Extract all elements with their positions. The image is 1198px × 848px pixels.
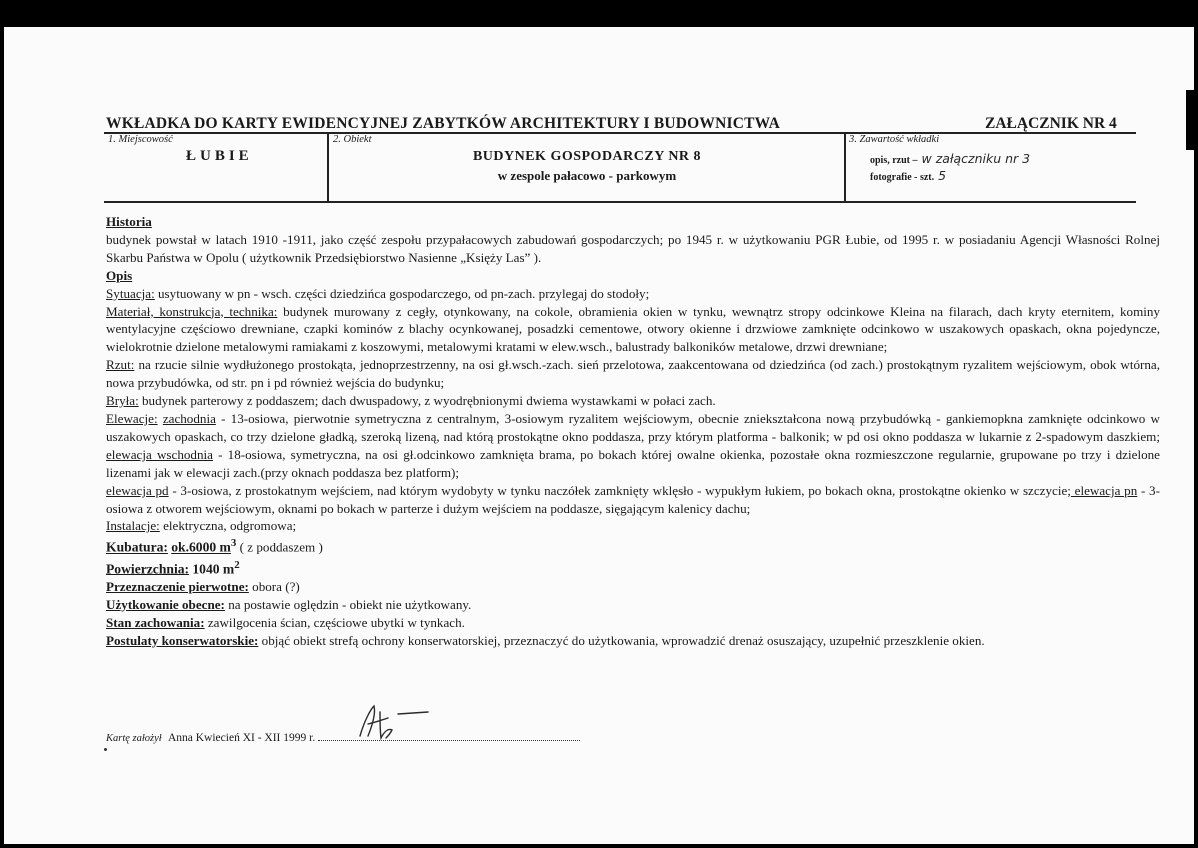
przeznaczenie-text: obora (?) [248,578,300,594]
instalacje-paragraph [106,517,1160,535]
uzytkowanie-paragraph [106,596,1160,614]
elewacja-north-label: elewacja pn [1070,482,1138,498]
object-subtitle: w zespole pałacowo - parkowym [497,168,677,183]
postulaty-label: Postulaty konserwatorskie: [106,632,259,648]
place-label: 1. Miejscowość [108,134,173,145]
elewacje-east-label: elewacja wschodnia [106,446,213,462]
stan-paragraph [106,614,1160,632]
place-value: ŁUBIE [186,148,253,164]
contents-plans [870,151,1030,166]
uzytkowanie-label: Użytkowanie obecne: [106,596,225,612]
powierzchnia-superscript: 2 [234,558,240,571]
elewacje-paragraph [106,410,1160,482]
elewacje-west-label: zachodnia [162,410,216,426]
rzut-label: Rzut: [106,357,135,373]
bryla-paragraph [106,392,1160,410]
kubatura-value: ok.6000 m [171,539,231,555]
bryla-label: Bryła: [106,393,139,409]
stan-text: zawilgocenia ścian, częściowe ubytki w tynkach. [204,614,465,630]
elewacja-south-north-paragraph [106,482,1160,518]
postulaty-paragraph [106,632,1160,650]
cell-divider-2 [844,132,846,202]
description-body [106,213,1160,649]
kubatura-superscript: 3 [230,537,237,550]
header-rule-top [104,132,1136,134]
header-rule-bottom [104,201,1136,203]
footer-author-text: Anna Kwiecień XI - XII 1999 r. [167,732,316,744]
przeznaczenie-label: Przeznaczenie pierwotne: [106,578,249,594]
powierzchnia-value: 1040 m [192,560,235,576]
stan-label: Stan zachowania: [106,614,205,630]
signature-line [318,731,580,741]
instalacje-label: Instalacje: [106,518,160,534]
cell-divider-1 [327,132,329,202]
przeznaczenie-paragraph [106,578,1160,596]
material-paragraph [106,303,1160,357]
rzut-paragraph [106,356,1160,392]
rzut-text: na rzucie silnie wydłużonego prostokąta, jednoprzestrzenny, na osi gł.wsch.-zach. sień przelotowa, zaakcentowana od dziedzińca (od zach.) prostokątnym ryzalitem wejściowym, obok wtórna, nowa przybudówka, od str. pn i pd również wejścia do budynku; [106,357,1160,391]
contents-plans-label: opis, rzut – [870,155,918,166]
margin-dot [104,748,107,751]
contents-photos-label: fotografie - szt. [870,172,935,183]
bryla-text: budynek parterowy z poddaszem; dach dwuspadowy, z wyodrębnionymi dwiema wystawkami w połaci zach. [138,393,716,409]
kubatura-label: Kubatura: [106,539,168,555]
footer-label: Kartę założył [106,733,162,744]
uzytkowanie-text: na postawie oględzin - obiekt nie użytkowany. [224,596,472,612]
elewacje-east-text: - 18-osiowa, symetryczna, na osi gł.odcinkowo zamknięta brama, po bokach której owalne okienka, pozostałe okna rozmieszczone regularnie, grupowane po trzy i dzielone lizenami jak w elewacji zach.(przy oknach poddasza bez platform); [106,446,1160,480]
contents-photos [870,168,946,183]
elewacja-south-label: elewacja pd [106,482,169,498]
object-label: 2. Obiekt [333,134,372,145]
opis-heading: Opis [106,267,133,283]
elewacje-label: Elewacje: [106,410,158,426]
scan-edge [1186,90,1198,150]
kubatura-note: ( z poddaszem ) [239,539,323,555]
contents-photos-handwritten: 5 [938,168,947,183]
object-name: BUDYNEK GOSPODARCZY NR 8 [472,149,702,164]
elewacja-north-text: - 3-osiowa z otworem wejściowym, oknami po bokach w parterze i dużym wejściem na poddasze, sięgającym kalenicy dachu; [106,482,1160,516]
contents-label: 3. Zawartość wkładki [849,134,940,145]
elewacje-west-text: - 13-osiowa, pierwotnie symetryczna z centralnym, 3-osiowym ryzalitem wejściowym, obecnie zniekształcona nową przybudówką - gankiemopkna zamknięte odcinkowo w uszakowych opaskach, co trzy dzielone gładką, szeroką lizeną, nad którą prostokątne okno poddasza, przy którym platforma - balkonik; w pd osi okno poddasza w lukarnie z 2-spadowym daszkiem; [106,410,1160,444]
form-title: WKŁADKA DO KARTY EWIDENCYJNEJ ZABYTKÓW ARCHITEKTURY I BUDOWNICTWA [106,115,781,132]
sytuacja-text: usytuowany w pn - wsch. części dziedzińca gospodarczego, od pn-zach. przylegaj do stodoły; [154,285,650,301]
powierzchnia-paragraph [106,557,1160,578]
postulaty-text: objąć obiekt strefą ochrony konserwatorskiej, przeznaczyć do użytkowania, wprowadzić drenaż osuszający, uzupełnić przeszklenie okien. [258,632,985,648]
historia-heading: Historia [106,214,152,229]
historia-text: budynek powstał w latach 1910 -1911, jako część zespołu przypałacowych zabudowań gospodarczych; po 1945 r. w użytkowaniu PGR Łubie, od 1995 r. w posiadaniu Agencji Własności Rolnej Skarbu Państwa w Opolu ( użytkownik Przedsiębiorstwo Nasienne „Księży Las” ). [106,231,1160,265]
elewacja-south-text: - 3-osiowa, z prostokatnym wejściem, nad którym wydobyty w tynku naczółek zamknięty wklęsło - wypukłym łukiem, po bokach okna, prostokątne okienko w szczycie; [168,482,1071,498]
footer-author [106,731,580,744]
kubatura-paragraph [106,535,1160,556]
sytuacja-label: Sytuacja: [106,285,155,301]
sytuacja-paragraph [106,285,1160,303]
powierzchnia-label: Powierzchnia: [106,560,190,576]
annex-number: ZAŁĄCZNIK NR 4 [985,115,1117,132]
instalacje-text: elektryczna, odgromowa; [159,518,297,534]
contents-plans-handwritten: w załączniku nr 3 [921,151,1031,166]
material-text: budynek murowany z cegły, otynkowany, na cokole, obramienia okien w tynku, wewnątrz stropy odcinkowe Kleina na filarach, dach kryty eternitem, kominy wentylacyjne częściowo drewniane, czapki kominów z blachy ocynkowanej, posadzki cementowe, otwory okienne i drzwiowe zamknięte odcinkowo w uszakowych opaskach, okna pojedyncze, wielokrotnie dzielone metalowymi ramiakami z koszowymi, metalowymi kratami w elew.wsch., balustrady balkoników metalowe, drzwi drewniane; [106,303,1160,355]
material-label: Materiał, konstrukcja, technika: [106,303,278,319]
